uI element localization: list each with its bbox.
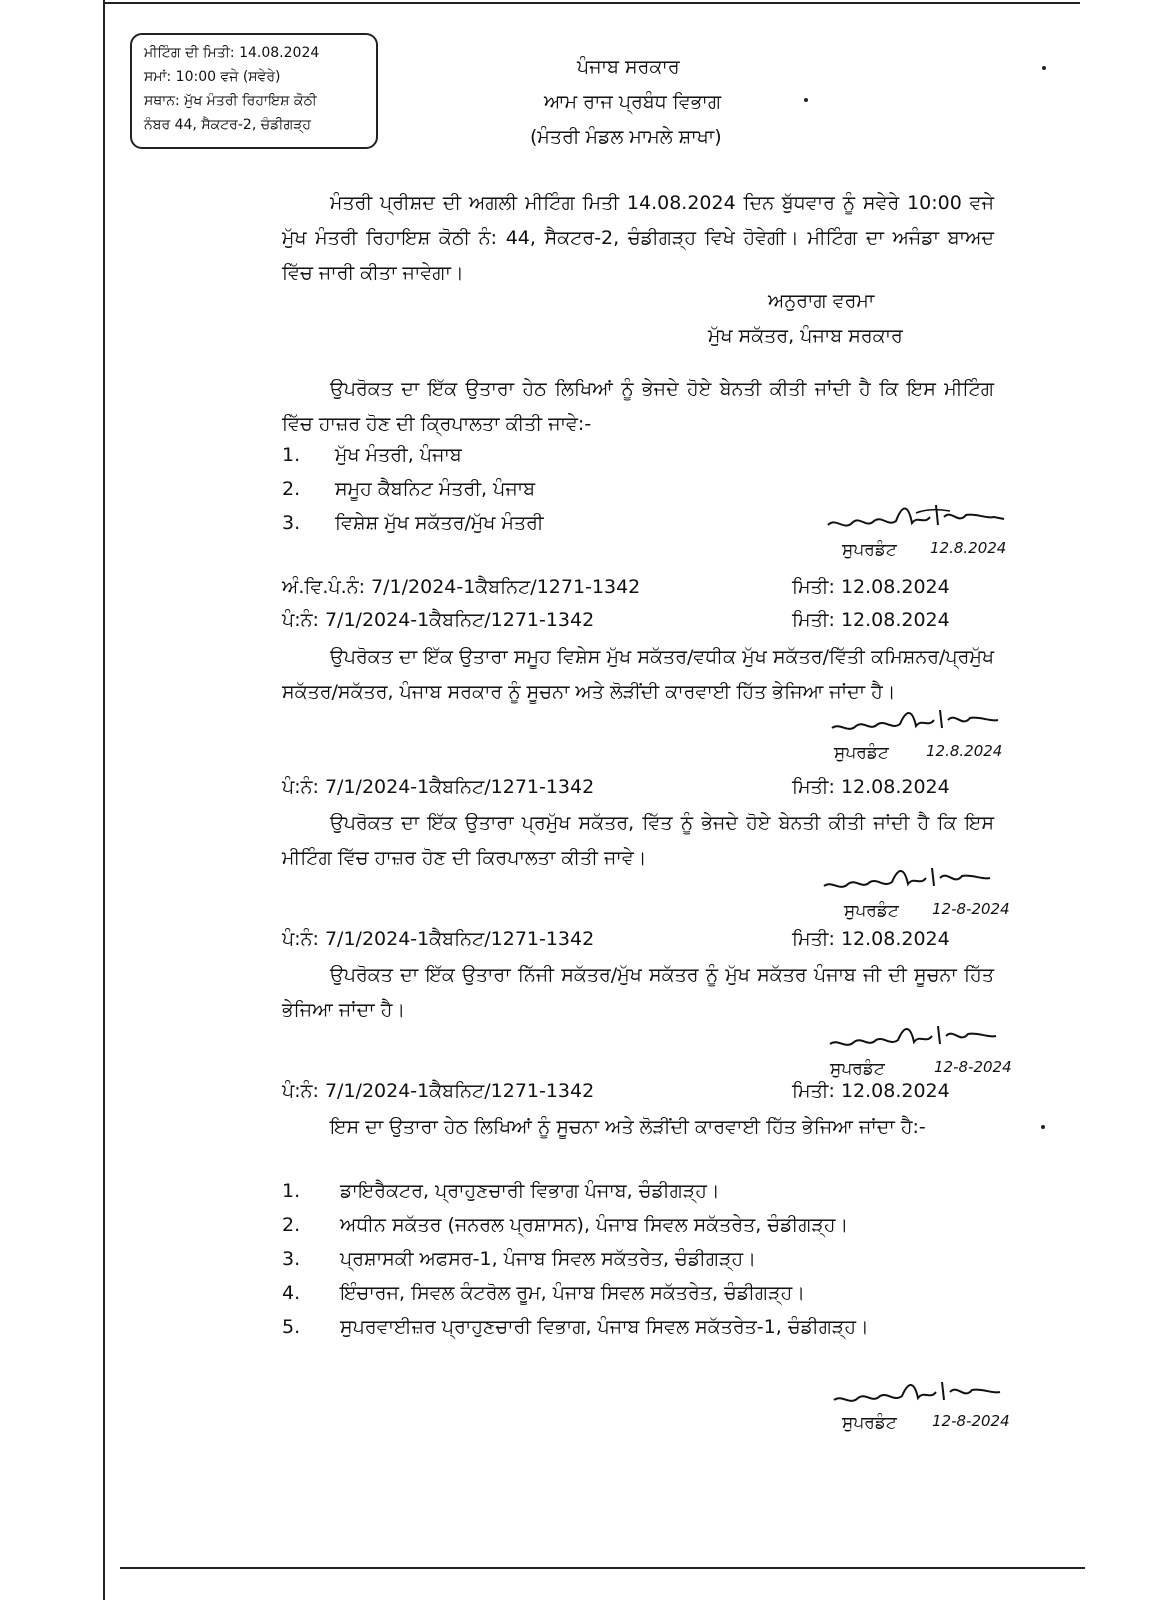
list-item-number: 1. xyxy=(282,444,301,466)
sig-title: ਸੁਪਰਡੰਟ xyxy=(842,1413,897,1433)
paragraph-2-text: ਉਪਰੋਕਤ ਦਾ ਇੱਕ ਉਤਾਰਾ ਸਮੂਹ ਵਿਸ਼ੇਸ ਮੁੱਖ ਸਕੱਤਰ/ਵਧੀਕ ਮੁੱਖ ਸਕੱਤਰ/ਵਿੱਤੀ ਕਮਿਸ਼ਨਰ/ਪ੍ਰਮੁੱਖ ਸਕੱਤਰ/ਸਕੱਤਰ, ਪੰਜਾਬ ਸਰਕਾਰ ਨੂੰ ਸੂਚਨਾ ਅਤੇ ਲੋੜੀਂਦੀ ਕਾਰਵਾਈ ਹਿੱਤ ਭੇਜਿਆ ਜਾਂਦਾ ਹੈ। xyxy=(282,646,994,703)
header-department: ਆਮ ਰਾਜ ਪ੍ਰਬੰਧ ਵਿਭਾਗ xyxy=(544,91,722,113)
sig-title: ਸੁਪਰਡੰਟ xyxy=(830,1059,885,1079)
reference-date: ਮਿਤੀ: 12.08.2024 xyxy=(792,609,950,631)
sig-date: 12-8-2024 xyxy=(932,900,1010,918)
list-item: ਡਾਇਰੈਕਟਰ, ਪ੍ਰਾਹੁਣਚਾਰੀ ਵਿਭਾਗ ਪੰਜਾਬ, ਚੰਡੀਗੜ੍ਹ। xyxy=(340,1180,720,1202)
list-item-number: 4. xyxy=(282,1282,301,1304)
sig-title: ਸੁਪਰਡੰਟ xyxy=(844,901,899,921)
reference-date: ਮਿਤੀ: 12.08.2024 xyxy=(792,928,950,950)
reference-date: ਮਿਤੀ: 12.08.2024 xyxy=(792,1080,950,1102)
signatory-name: ਅਨੁਰਾਗ ਵਰਮਾ xyxy=(768,290,875,312)
list-item-number: 1. xyxy=(282,1180,301,1202)
page-frame-top xyxy=(105,2,1080,4)
sig-date: 12.8.2024 xyxy=(930,539,1007,557)
sig-title: ਸੁਪਰਡੰਟ xyxy=(834,743,889,763)
reference-number: ਪੰ:ਨੰ: 7/1/2024-1ਕੈਬਨਿਟ/1271-1342 xyxy=(282,776,595,798)
section1-paragraph xyxy=(282,372,994,442)
sig-date: 12.8.2024 xyxy=(926,742,1003,760)
meeting-info-box xyxy=(130,33,378,149)
sig-date: 12-8-2024 xyxy=(934,1058,1012,1076)
page-frame-bottom xyxy=(120,1567,1085,1569)
list-item: ਇੰਚਾਰਜ, ਸਿਵਲ ਕੰਟਰੋਲ ਰੂਮ, ਪੰਜਾਬ ਸਿਵਲ ਸਕੱਤਰੇਤ, ਚੰਡੀਗੜ੍ਹ। xyxy=(340,1282,806,1304)
list-item-number: 5. xyxy=(282,1316,301,1338)
paragraph-3-text: ਉਪਰੋਕਤ ਦਾ ਇੱਕ ਉਤਾਰਾ ਪ੍ਰਮੁੱਖ ਸਕੱਤਰ, ਵਿੱਤ ਨੂੰ ਭੇਜਦੇ ਹੋਏ ਬੇਨਤੀ ਕੀਤੀ ਜਾਂਦੀ ਹੈ ਕਿ ਇਸ ਮੀਟਿੰਗ ਵਿੱਚ ਹਾਜ਼ਰ ਹੋਣ ਦੀ ਕਿਰਪਾਲਤਾ ਕੀਤੀ ਜਾਵੇ। xyxy=(282,812,994,869)
intro-text: ਮੰਤਰੀ ਪ੍ਰੀਸ਼ਦ ਦੀ ਅਗਲੀ ਮੀਟਿੰਗ ਮਿਤੀ 14.08.2024 ਦਿਨ ਬੁੱਧਵਾਰ ਨੂੰ ਸਵੇਰੇ 10:00 ਵਜੇ ਮੁੱਖ ਮੰਤਰੀ ਰਿਹਾਇਸ਼ ਕੋਠੀ ਨੰ: 44, ਸੈਕਟਰ-2, ਚੰਡੀਗੜ੍ਹ ਵਿਖੇ ਹੋਵੇਗੀ। ਮੀਟਿੰਗ ਦਾ ਅਜੰਡਾ ਬਾਅਦ ਵਿੱਚ ਜਾਰੀ ਕੀਤਾ ਜਾਵੇਗਾ। xyxy=(282,192,994,284)
section5-text: ਇਸ ਦਾ ਉਤਾਰਾ ਹੇਠ ਲਿਖਿਆਂ ਨੂੰ ਸੂਚਨਾ ਅਤੇ ਲੋੜੀਂਦੀ ਕਾਰਵਾਈ ਹਿੱਤ ਭੇਜਿਆ ਜਾਂਦਾ ਹੈ:- xyxy=(330,1116,926,1138)
section5-paragraph xyxy=(282,1110,994,1145)
meeting-place-address: ਨੰਬਰ 44, ਸੈਕਟਰ-2, ਚੰਡੀਗੜ੍ਹ xyxy=(144,117,311,133)
sig-date: 12-8-2024 xyxy=(932,1412,1010,1430)
paragraph-4-text: ਉਪਰੋਕਤ ਦਾ ਇੱਕ ਉਤਾਰਾ ਨਿੱਜੀ ਸਕੱਤਰ/ਮੁੱਖ ਸਕੱਤਰ ਨੂੰ ਮੁੱਖ ਸਕੱਤਰ ਪੰਜਾਬ ਜੀ ਦੀ ਸੂਚਨਾ ਹਿੱਤ ਭੇਜਿਆ ਜਾਂਦਾ ਹੈ। xyxy=(282,964,994,1021)
list-item: ਪ੍ਰਸ਼ਾਸਕੀ ਅਫਸਰ-1, ਪੰਜਾਬ ਸਿਵਲ ਸਕੱਤਰੇਤ, ਚੰਡੀਗੜ੍ਹ। xyxy=(340,1248,757,1270)
reference-date: ਮਿਤੀ: 12.08.2024 xyxy=(792,776,950,798)
superintendent-signature xyxy=(826,495,1036,565)
reference-date: ਮਿਤੀ: 12.08.2024 xyxy=(792,576,950,598)
list-item-number: 2. xyxy=(282,1214,301,1236)
list-item: ਅਧੀਨ ਸਕੱਤਰ (ਜਨਰਲ ਪ੍ਰਸ਼ਾਸਨ), ਪੰਜਾਬ ਸਿਵਲ ਸਕੱਤਰੇਤ, ਚੰਡੀਗੜ੍ਹ। xyxy=(340,1214,849,1236)
scan-speck xyxy=(1041,1125,1045,1129)
header-government: ਪੰਜਾਬ ਸਰਕਾਰ xyxy=(577,56,680,78)
meeting-time: ਸਮਾਂ: 10:00 ਵਜੇ (ਸਵੇਰੇ) xyxy=(144,69,281,85)
scan-speck xyxy=(1042,66,1046,70)
reference-number: ਅੰ.ਵਿ.ਪੰ.ਨੰ: 7/1/2024-1ਕੈਬਨਿਟ/1271-1342 xyxy=(282,576,641,598)
list-item: ਵਿਸ਼ੇਸ਼ ਮੁੱਖ ਸਕੱਤਰ/ਮੁੱਖ ਮੰਤਰੀ xyxy=(335,512,544,534)
superintendent-signature xyxy=(830,700,1040,770)
signatory-title: ਮੁੱਖ ਸਕੱਤਰ, ਪੰਜਾਬ ਸਰਕਾਰ xyxy=(708,325,903,347)
superintendent-signature xyxy=(822,858,1032,928)
reference-number: ਪੰ:ਨੰ: 7/1/2024-1ਕੈਬਨਿਟ/1271-1342 xyxy=(282,928,595,950)
list-item-number: 3. xyxy=(282,1248,301,1270)
list-item-number: 2. xyxy=(282,478,301,500)
reference-number: ਪੰ:ਨੰ: 7/1/2024-1ਕੈਬਨਿਟ/1271-1342 xyxy=(282,609,595,631)
section1-text: ਉਪਰੋਕਤ ਦਾ ਇੱਕ ਉਤਾਰਾ ਹੇਠ ਲਿਖਿਆਂ ਨੂੰ ਭੇਜਦੇ ਹੋਏ ਬੇਨਤੀ ਕੀਤੀ ਜਾਂਦੀ ਹੈ ਕਿ ਇਸ ਮੀਟਿੰਗ ਵਿੱਚ ਹਾਜ਼ਰ ਹੋਣ ਦੀ ਕ੍ਰਿਪਾਲਤਾ ਕੀਤੀ ਜਾਵੇ:- xyxy=(282,378,994,435)
superintendent-signature xyxy=(832,1372,1042,1442)
meeting-place: ਸਥਾਨ: ਮੁੱਖ ਮੰਤਰੀ ਰਿਹਾਇਸ਼ ਕੋਠੀ xyxy=(144,93,317,109)
scan-speck xyxy=(804,98,808,102)
header-branch: (ਮੰਤਰੀ ਮੰਡਲ ਮਾਮਲੇ ਸ਼ਾਖਾ) xyxy=(530,126,722,148)
reference-number: ਪੰ:ਨੰ: 7/1/2024-1ਕੈਬਨਿਟ/1271-1342 xyxy=(282,1080,595,1102)
intro-paragraph xyxy=(282,186,994,291)
list-item: ਮੁੱਖ ਮੰਤਰੀ, ਪੰਜਾਬ xyxy=(335,444,462,466)
superintendent-signature xyxy=(828,1016,1038,1086)
list-item-number: 3. xyxy=(282,512,301,534)
page-frame-left xyxy=(103,0,105,1600)
list-item: ਸਮੂਹ ਕੈਬਨਿਟ ਮੰਤਰੀ, ਪੰਜਾਬ xyxy=(335,478,536,500)
meeting-date: ਮੀਟਿੰਗ ਦੀ ਮਿਤੀ: 14.08.2024 xyxy=(144,45,320,61)
list-item: ਸੁਪਰਵਾਈਜ਼ਰ ਪ੍ਰਾਹੁਣਚਾਰੀ ਵਿਭਾਗ, ਪੰਜਾਬ ਸਿਵਲ ਸਕੱਤਰੇਤ-1, ਚੰਡੀਗੜ੍ਹ। xyxy=(340,1316,869,1338)
sig-title: ਸੁਪਰਡੰਟ xyxy=(842,540,897,560)
